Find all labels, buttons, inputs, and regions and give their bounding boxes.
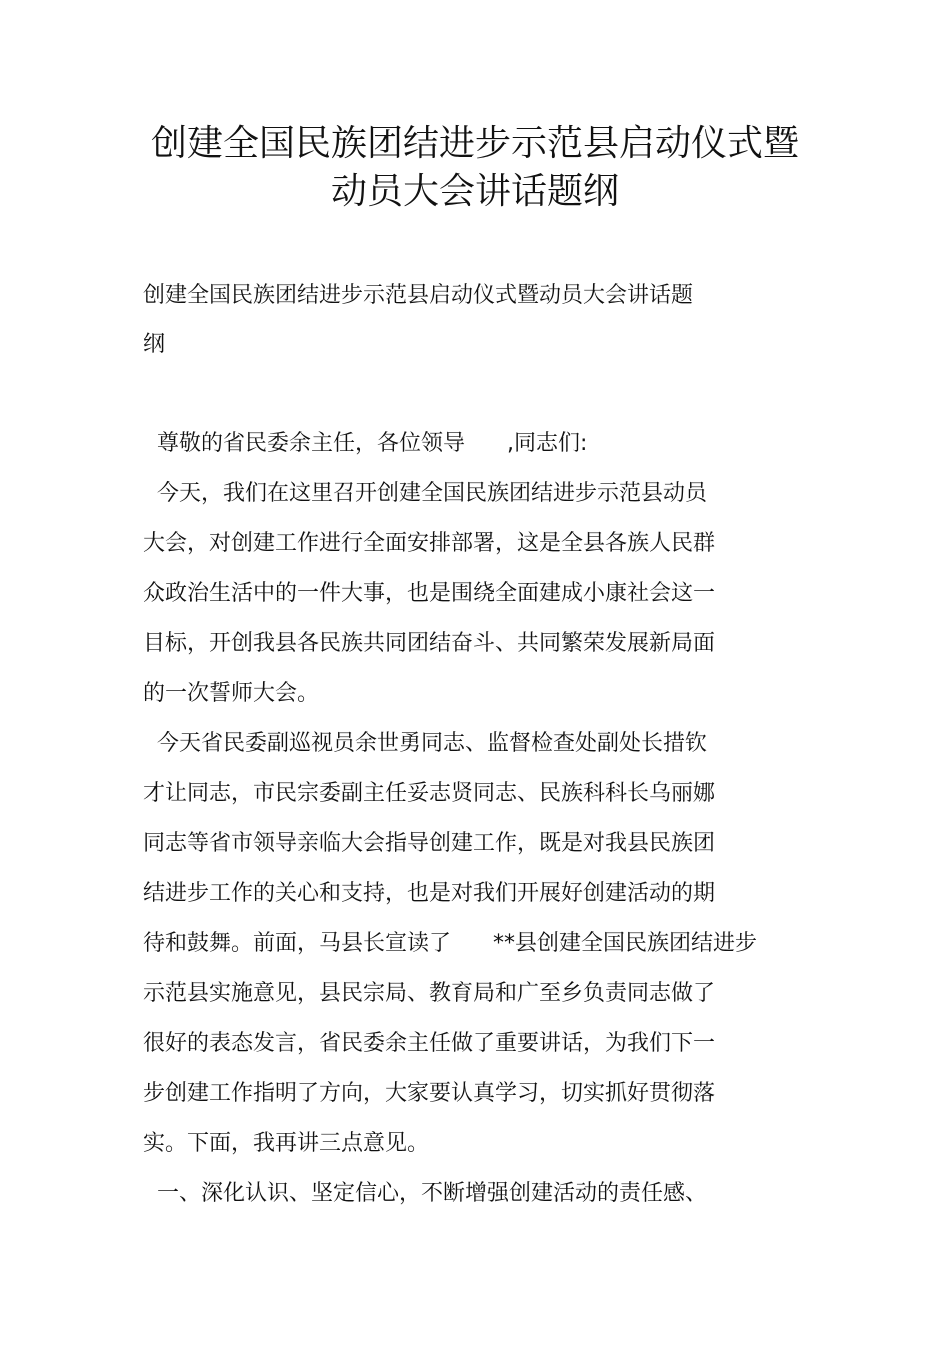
body-line: 今天省民委副巡视员余世勇同志、监督检查处副处长措钦 — [143, 731, 707, 756]
subtitle-line-2: 纲 — [143, 332, 166, 357]
body-line: 结进步工作的关心和支持，也是对我们开展好创建活动的期 — [143, 881, 716, 906]
body-line: 一、深化认识、坚定信心，不断增强创建活动的责任感、 — [143, 1181, 707, 1206]
body-line: 的一次誓师大会。 — [143, 681, 320, 706]
body-line: 待和鼓舞。前面，马县长宣读了 **县创建全国民族团结进步 — [143, 931, 757, 956]
document-title-line-2: 动员大会讲话题纲 — [330, 171, 619, 212]
body-line: 步创建工作指明了方向，大家要认真学习，切实抓好贯彻落 — [143, 1081, 716, 1106]
document-title-line-1: 创建全国民族团结进步示范县启动仪式暨 — [150, 123, 799, 164]
body-line: 尊敬的省民委余主任，各位领导 ,同志们: — [143, 431, 588, 456]
body-line: 目标，开创我县各民族共同团结奋斗、共同繁荣发展新局面 — [143, 631, 716, 656]
body-line: 同志等省市领导亲临大会指导创建工作，既是对我县民族团 — [143, 831, 716, 856]
body-line: 众政治生活中的一件大事，也是围绕全面建成小康社会这一 — [143, 581, 716, 606]
body-line: 才让同志，市民宗委副主任妥志贤同志、民族科科长乌丽娜 — [143, 781, 716, 806]
body-line: 示范县实施意见，县民宗局、教育局和广至乡负责同志做了 — [143, 981, 716, 1006]
subtitle-line-1: 创建全国民族团结进步示范县启动仪式暨动员大会讲话题 — [143, 283, 694, 308]
body-line: 实。下面，我再讲三点意见。 — [143, 1131, 430, 1156]
body-line: 今天，我们在这里召开创建全国民族团结进步示范县动员 — [143, 481, 707, 506]
body-line: 很好的表态发言，省民委余主任做了重要讲话，为我们下一 — [143, 1031, 716, 1056]
body-line: 大会，对创建工作进行全面安排部署，这是全县各族人民群 — [143, 531, 716, 556]
